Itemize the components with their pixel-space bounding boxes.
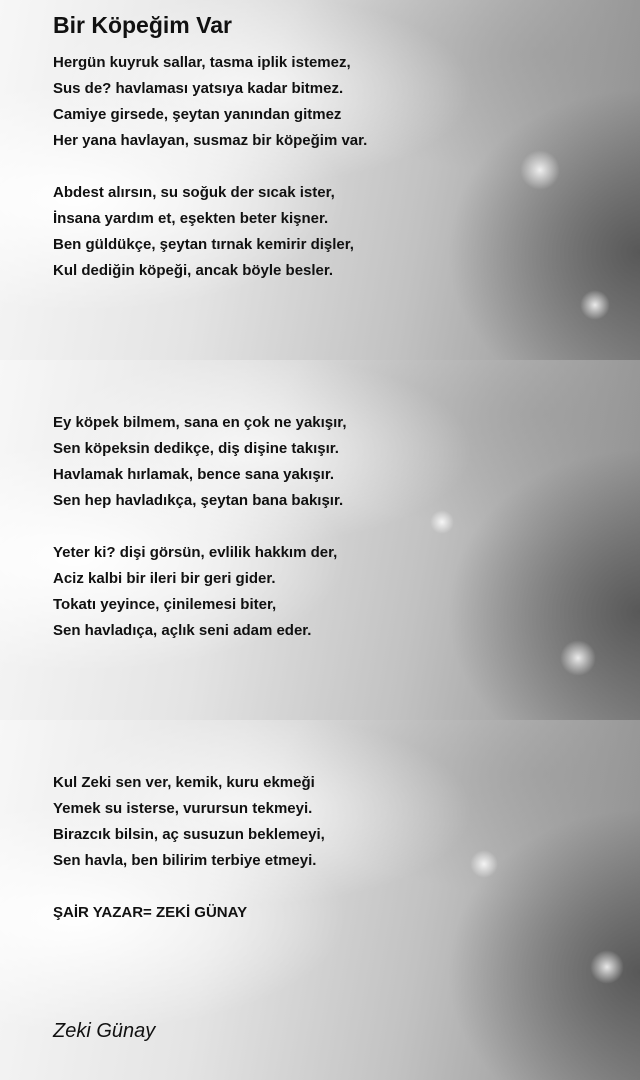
poem-panel-2: [0, 360, 640, 720]
sparkle-decoration: [580, 290, 610, 320]
author-line: ŞAİR YAZAR= ZEKİ GÜNAY: [53, 904, 248, 921]
stanza-1: [53, 50, 367, 154]
stanza-3: [53, 410, 346, 514]
poem-line: Ben güldükçe, şeytan tırnak kemirir dişler,: [53, 236, 354, 253]
stanza-2: [53, 180, 354, 284]
poem-line: Yeter ki? dişi görsün, evlilik hakkım der,: [53, 544, 338, 561]
poem-panel-3: [0, 720, 640, 1080]
poem-line: Havlamak hırlamak, bence sana yakışır.: [53, 466, 335, 483]
poem-line: Hergün kuyruk sallar, tasma iplik istemez,: [53, 54, 351, 71]
poem-line: Sus de? havlaması yatsıya kadar bitmez.: [53, 80, 344, 97]
sparkle-decoration: [560, 640, 596, 676]
poem-line: Ey köpek bilmem, sana en çok ne yakışır,: [53, 414, 347, 431]
poem-line: Sen havla, ben bilirim terbiye etmeyi.: [53, 852, 317, 869]
poem-line: Her yana havlayan, susmaz bir köpeğim var.: [53, 132, 368, 149]
poem-title: Bir Köpeğim Var: [53, 12, 232, 38]
poem-line: Abdest alırsın, su soğuk der sıcak ister,: [53, 184, 335, 201]
sparkle-decoration: [430, 510, 454, 534]
poem-line: İnsana yardım et, eşekten beter kişner.: [53, 210, 329, 227]
stanza-5: [53, 770, 325, 874]
poem-line: Camiye girsede, şeytan yanından gitmez: [53, 106, 342, 123]
poem-line: Sen havladıça, açlık seni adam eder.: [53, 622, 312, 639]
sparkle-decoration: [590, 950, 624, 984]
poem-line: Sen köpeksin dedikçe, diş dişine takışır.: [53, 440, 339, 457]
poem-panel-1: [0, 0, 640, 360]
poem-line: Aciz kalbi bir ileri bir geri gider.: [53, 570, 276, 587]
poem-line: Tokatı yeyince, çinilemesi biter,: [53, 596, 277, 613]
poem-line: Birazcık bilsin, aç susuzun beklemeyi,: [53, 826, 325, 843]
signature: Zeki Günay: [53, 1020, 156, 1042]
poem-line: Kul Zeki sen ver, kemik, kuru ekmeği: [53, 774, 315, 791]
author-credit: [53, 900, 247, 926]
poem-line: Yemek su isterse, vurursun tekmeyi.: [53, 800, 313, 817]
stanza-4: [53, 540, 337, 644]
sparkle-decoration: [470, 850, 498, 878]
poem-line: Kul dediğin köpeği, ancak böyle besler.: [53, 262, 334, 279]
sparkle-decoration: [520, 150, 560, 190]
poem-line: Sen hep havladıkça, şeytan bana bakışır.: [53, 492, 344, 509]
